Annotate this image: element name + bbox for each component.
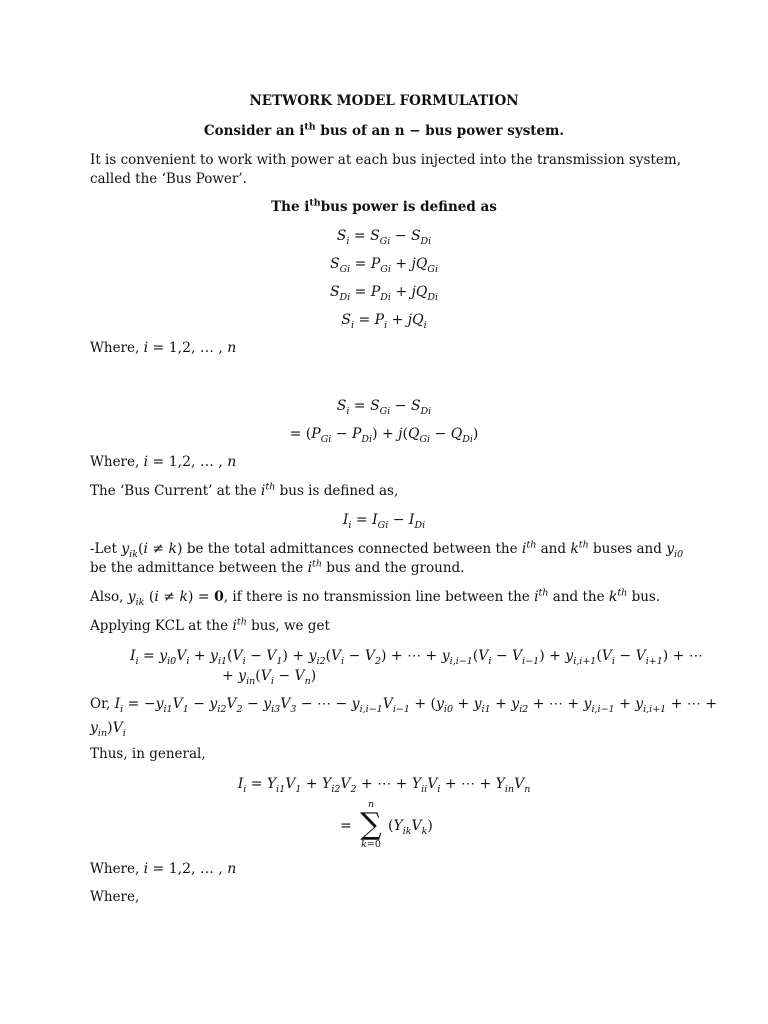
general-line: Thus, in general, [90,746,206,762]
intro-line-1: It is convenient to work with power at each bus injected into the transmission system, [90,152,681,168]
kcl-equation-line-1: $I_i = y_{i0}V_i + y_{i1}(V_i - V_1) + y_{i2}(V_i - V_2)$ + ⋯ + $y_{i,i-1}(V_i - V_{i-1}) + y_{i,i+1}(V_i - V_{i+1})$ + ⋯ [130,648,703,667]
equation-sgi: $S_{Gi} = P_{Gi} + jQ_{Gi}$ [329,256,439,275]
let-line-1: -Let $y_{ik}(i \ne k)$ be the total admittances connected between the $i^{th}$ and $k^{th}$ buses and $y_{i0}$ [90,539,684,560]
defined-heading: The $i^{th}bus$ power is defined as [271,197,497,215]
where-line-final: Where, [90,889,140,905]
let-line-2: be the admittance between the $i^{th}$ bus and the ground. [90,558,465,576]
equation-si-expanded: = $(P_{Gi} - P_{Di}) + j(Q_{Gi} - Q_{Di})$ [289,426,479,445]
also-line: Also, $y_{ik}$ (i ≠ k) = 0, if there is no transmission line between the $i^{th}$ and the $k^{th}$ bus. [90,587,661,608]
kcl-line: Applying KCL at the $i^{th}$ bus, we get [90,616,330,634]
bus-current-line: The ‘Bus Current’ at the $i^{th}$ bus is defined as, [90,481,399,499]
equation-si: $S_i = S_{Gi} - S_{Di}$ [336,228,432,247]
equation-summation: = n ∑ k=0 $(Y_{ik}V_k)$ [340,799,433,851]
equation-general: $I_i = Y_{i1}V_1 + Y_{i2}V_2$ + ⋯ + $Y_{ii}V_i$ + ⋯ + $Y_{in}V_n$ [237,776,531,795]
equation-si-pq: $S_i = P_i + jQ_i$ [341,312,427,331]
where-line-3: Where, i = 1,2, … , n [90,861,237,877]
page-title: NETWORK MODEL FORMULATION [249,93,519,109]
equation-sdi: $S_{Di} = P_{Di} + jQ_{Di}$ [329,284,439,303]
where-line-1: Where, i = 1,2, … , n [90,340,237,356]
intro-line-2: called the ‘Bus Power’. [90,171,247,187]
or-line-1: Or, $I_i = -y_{i1}V_1 - y_{i2}V_2 - y_{i3}V_3$ − ⋯ − $y_{i,i-1}V_{i-1} + (y_{i0} + y_{i1} + y_{i2}$ + ⋯ + $y_{i,i-1} + y_{i,i+1}$ + ⋯ + [90,696,718,715]
kcl-equation-line-2: + $y_{in}(V_i - V_n)$ [222,668,317,687]
subtitle: Consider an $i^{th}$ bus of an n − bus power system. [203,121,565,139]
where-line-2: Where, i = 1,2, … , n [90,454,237,470]
equation-si-2: $S_i = S_{Gi} - S_{Di}$ [336,398,432,417]
equation-ii: $I_i = I_{Gi} - I_{Di}$ [342,512,426,531]
or-line-2: $y_{in})V_i$ [90,720,126,739]
